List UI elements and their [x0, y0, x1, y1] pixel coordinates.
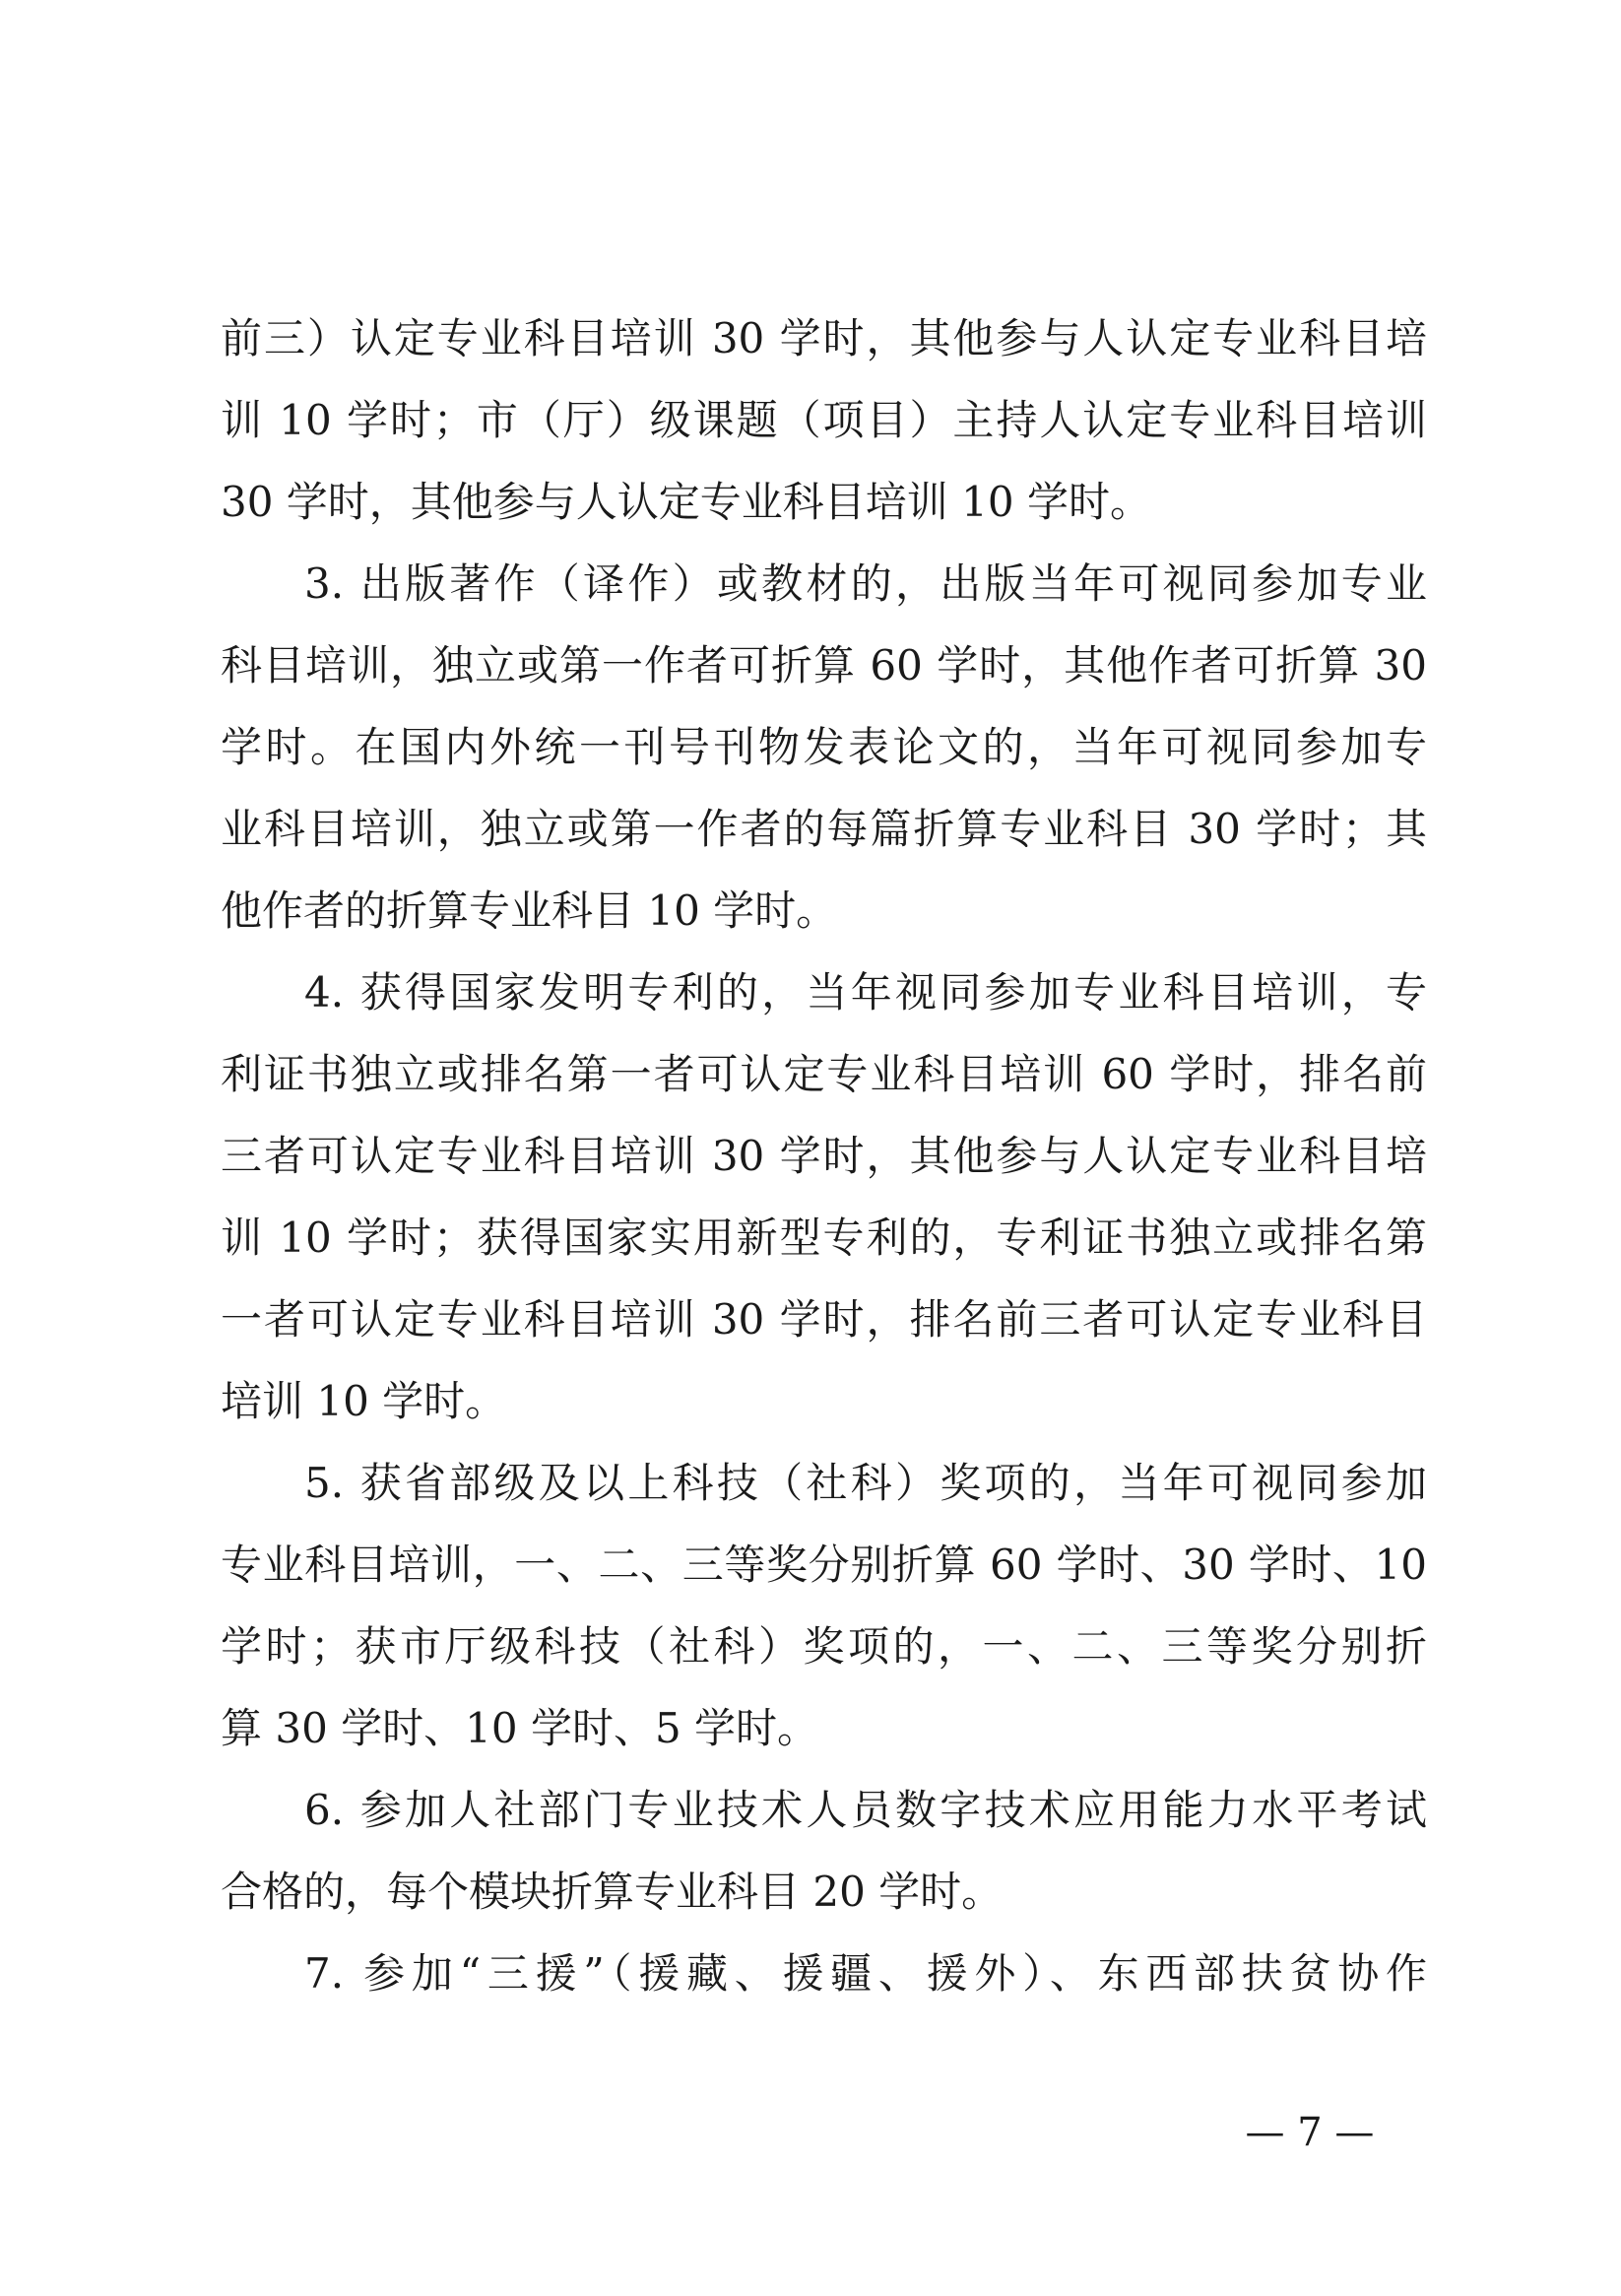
text-line: 三者可认定专业科目培训 30 学时，其他参与人认定专业科目培: [221, 1132, 1427, 1180]
paragraph-3-first-line: 3. 出版著作（译作）或教材的，出版当年可视同参加专业: [304, 559, 1427, 608]
text-line: 训 10 学时；市（厅）级课题（项目）主持人认定专业科目培训: [221, 396, 1427, 444]
paragraph-7-first-line: 7. 参加“三援”（援藏、援疆、援外）、东西部扶贫协作: [304, 1949, 1427, 1998]
text-line: 学时；获市厅级科技（社科）奖项的，一、二、三等奖分别折: [221, 1622, 1427, 1671]
text-line: 他作者的折算专业科目 10 学时。: [221, 886, 838, 935]
text-line: 科目培训，独立或第一作者可折算 60 学时，其他作者可折算 30: [221, 641, 1427, 689]
text-line: 一者可认定专业科目培训 30 学时，排名前三者可认定专业科目: [221, 1295, 1427, 1344]
page-number: — 7 —: [1245, 2110, 1375, 2155]
paragraph-4-first-line: 4. 获得国家发明专利的，当年视同参加专业科目培训，专: [304, 968, 1427, 1017]
text-line: 30 学时，其他参与人认定专业科目培训 10 学时。: [221, 478, 1151, 526]
text-line: 合格的，每个模块折算专业科目 20 学时。: [221, 1868, 1004, 1916]
text-line: 利证书独立或排名第一者可认定专业科目培训 60 学时，排名前: [221, 1050, 1427, 1098]
paragraph-6-first-line: 6. 参加人社部门专业技术人员数字技术应用能力水平考试: [304, 1786, 1427, 1834]
text-line: 训 10 学时；获得国家实用新型专利的，专利证书独立或排名第: [221, 1214, 1427, 1262]
text-line: 前三）认定专业科目培训 30 学时，其他参与人认定专业科目培: [221, 314, 1427, 362]
text-line: 算 30 学时、10 学时、5 学时。: [221, 1704, 819, 1752]
text-line: 业科目培训，独立或第一作者的每篇折算专业科目 30 学时；其: [221, 805, 1427, 853]
text-line: 学时。在国内外统一刊号刊物发表论文的，当年可视同参加专: [221, 723, 1427, 771]
text-line: 培训 10 学时。: [221, 1377, 507, 1425]
text-line: 专业科目培训，一、二、三等奖分别折算 60 学时、30 学时、10: [221, 1541, 1427, 1589]
paragraph-5-first-line: 5. 获省部级及以上科技（社科）奖项的，当年可视同参加: [304, 1459, 1427, 1507]
